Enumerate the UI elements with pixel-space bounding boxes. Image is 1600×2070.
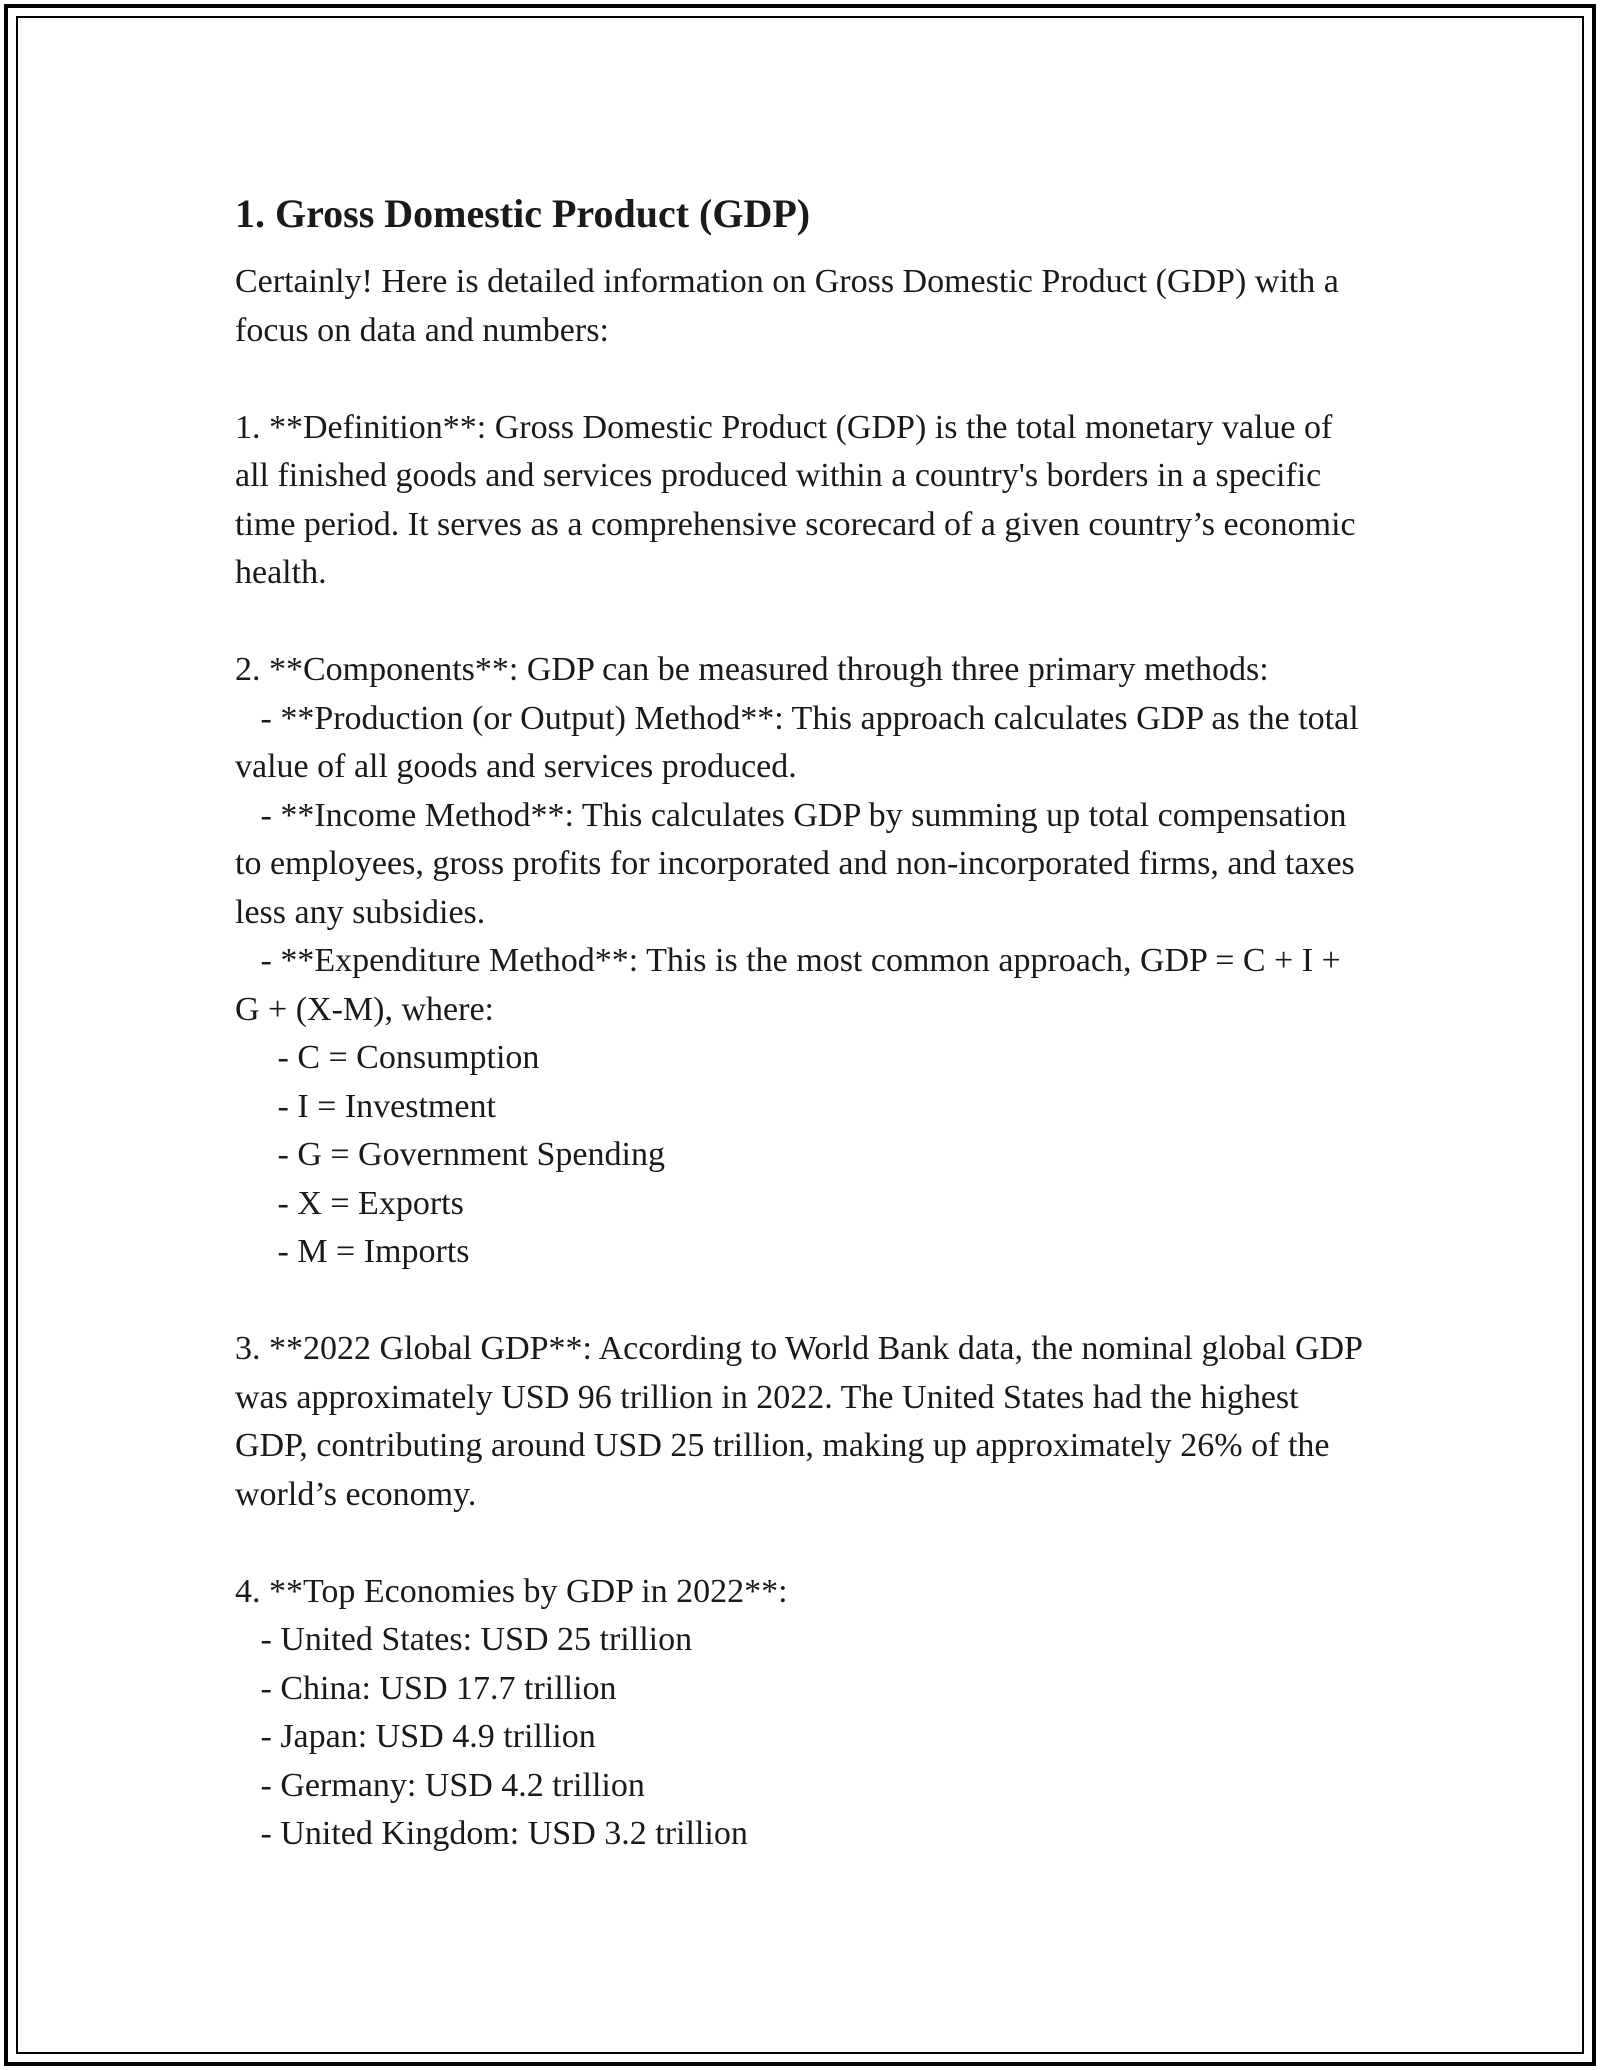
paragraph-gap <box>235 355 1365 404</box>
intro-paragraph: Certainly! Here is detailed information on Gross Domestic Product (GDP) with a focus on data and numbers: <box>235 263 1348 349</box>
paragraph-gap <box>235 598 1365 647</box>
definition-paragraph: 1. **Definition**: Gross Domestic Product (GDP) is the total monetary value of all finished goods and services produced within a country's borders in a specific time period. It serves as a comprehensive scorecard of a given country’s economic health. <box>235 408 1365 591</box>
top-economies-paragraph: 4. **Top Economies by GDP in 2022**: - United States: USD 25 trillion - China: USD 17.7 trillion - Japan: USD 4.9 trillion - Germany: USD 4.2 trillion - United Kingdom: USD 3.2 trillion <box>235 1572 788 1852</box>
global-gdp-paragraph: 3. **2022 Global GDP**: According to World Bank data, the nominal global GDP was approximately USD 96 trillion in 2022. The United States had the highest GDP, contributing around USD 25 trillion, making up approximately 26% of the world’s economy. <box>235 1330 1371 1513</box>
document-body <box>235 186 1371 1859</box>
document-title: 1. Gross Domestic Product (GDP) <box>235 191 811 236</box>
components-paragraph: 2. **Components**: GDP can be measured through three primary methods: - **Production (or Output) Method**: This approach calculates GDP as the total value of all goods and services produced. - **Income Method**: This calculates GDP by summing up total compensation to employees, gross profits for incorporated and non-incorporated firms, and taxes less any subsidies. - **Expenditure Method**: This is the most common approach, GDP = C + I + G + (X-M), where: - C = Consumption - I = Investment - G = Government Spending - X = Exports - M = Imports <box>235 651 1359 1270</box>
paragraph-gap <box>235 1519 1365 1568</box>
paragraph-gap <box>235 1277 1365 1326</box>
